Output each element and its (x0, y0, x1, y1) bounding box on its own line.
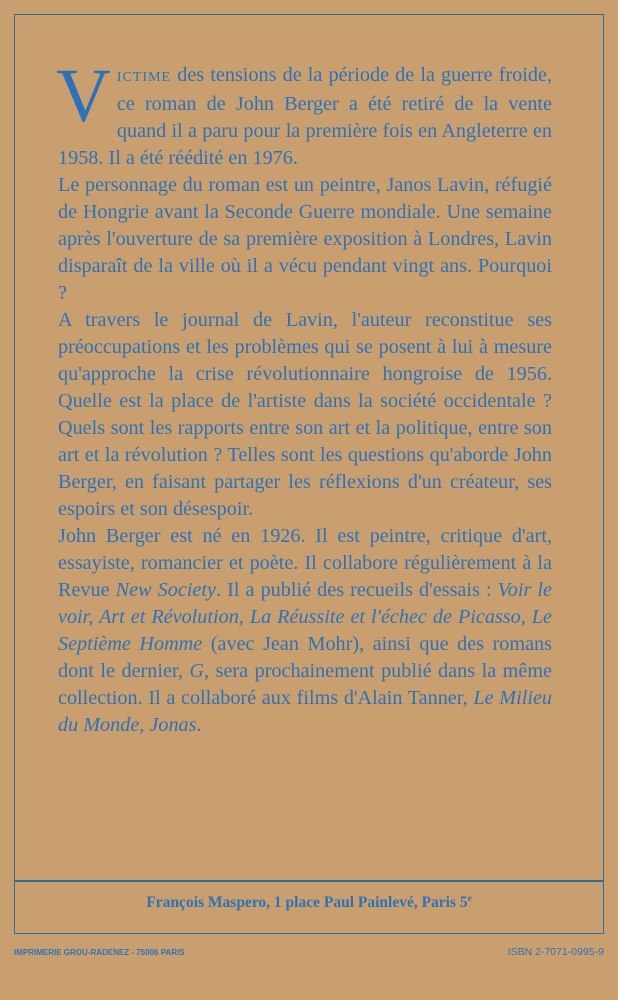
bio-text-4: , sera prochainement publié dans la même collection. Il a collaboré aux films d'Alain Tanner, (58, 660, 552, 709)
frame-divider (14, 880, 604, 882)
bio-text-2: . Il a publié des recueils d'essais : (215, 579, 498, 601)
bio-text-3: (avec Jean Mohr), ainsi que des romans dont le dernier, (58, 633, 553, 682)
bio-title-2: Voir le voir, Art et Révolution, La Réussite et l'échec de Picasso, Le Septième Homme (58, 579, 552, 655)
back-cover-text (56, 54, 553, 739)
publisher-address: François Maspero, 1 place Paul Painlevé, Paris 5e (146, 893, 472, 912)
paragraph-2: Le personnage du roman est un peintre, Janos Lavin, réfugié de Hongrie avant la Seconde Guerre mondiale. Une semaine après l'ouverture de sa première exposition à Londres, Lavin disparaît de la ville où il a vécu pendant vingt ans. Pourquoi ? (58, 174, 552, 304)
bio-title-1: New Society (115, 579, 216, 601)
printer-credit: IMPRIMERIE GROU-RADENEZ - 75006 PARIS (14, 948, 185, 957)
bio-title-4: Le Milieu du Monde, Jonas (58, 687, 552, 736)
bio-text-5: . (196, 714, 202, 736)
lead-word: ICTIME (116, 70, 172, 85)
paragraph-4 (58, 523, 552, 739)
bio-text-1: John Berger est né en 1926. Il est peintre, critique d'art, essayiste, romancier et poète. Il collabore régulièrement à la Revue (58, 525, 552, 601)
isbn: ISBN 2-7071-0995-9 (507, 946, 604, 958)
paragraph-1 (56, 54, 552, 172)
bio-title-3: G (189, 660, 205, 682)
drop-cap: V (56, 54, 111, 138)
paragraph-1-text: des tensions de la période de la guerre froide, ce roman de John Berger a été retiré de la vente quand il a paru pour la première fois en Angleterre en 1958. Il a été réédité en 1976. (58, 64, 552, 169)
arrondissement-superscript: e (467, 893, 472, 903)
paragraph-3: A travers le journal de Lavin, l'auteur reconstitue ses préoccupations et les problèmes qui se posent à lui à mesure qu'approche la crise révolutionnaire hongroise de 1956. Quelle est la place de l'artiste dans la société occidentale ? Quels sont les rapports entre son art et la politique, entre son art et la révolution ? Telles sont les questions qu'aborde John Berger, en faisant partager les réflexions d'un créateur, ses espoirs et son désespoir. (58, 309, 552, 520)
